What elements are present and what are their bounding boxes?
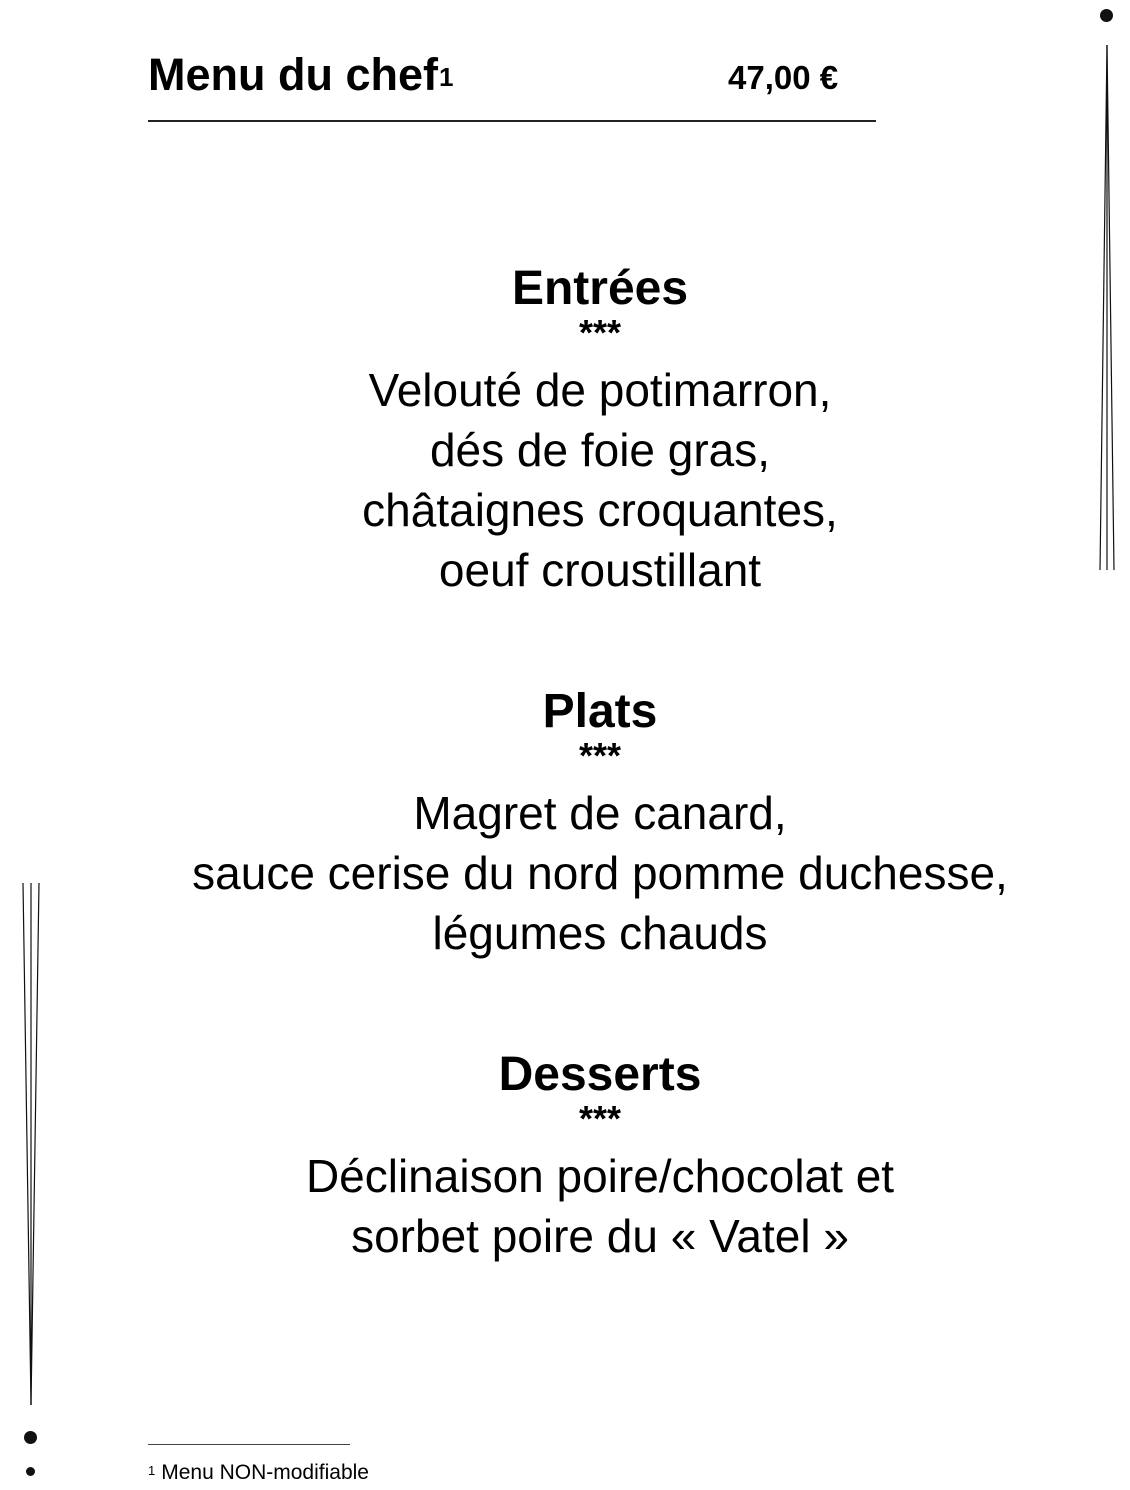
section-entrees xyxy=(0,260,1130,600)
decorative-lines-top-right xyxy=(1090,0,1120,580)
dish-line: Velouté de potimarron, xyxy=(368,364,832,416)
decorative-dot xyxy=(24,1431,37,1444)
dish-line: légumes chauds xyxy=(432,907,768,959)
section-separator: *** xyxy=(578,1098,622,1139)
dish-line: Déclinaison poire/chocolat et xyxy=(305,1150,895,1202)
dish-line: sauce cerise du nord pomme duchesse, xyxy=(192,847,1008,899)
section-plats xyxy=(0,683,1130,963)
section-heading: Entrées xyxy=(511,262,689,315)
section-separator: *** xyxy=(578,735,622,776)
decorative-lines-bottom-left xyxy=(15,875,45,1415)
decorative-dot xyxy=(1100,9,1113,22)
footnote-marker: 1 xyxy=(148,1463,156,1478)
menu-title xyxy=(148,46,453,104)
footnote xyxy=(148,1461,369,1485)
section-desserts xyxy=(0,1046,1130,1266)
section-heading: Plats xyxy=(542,685,658,738)
footnote-divider xyxy=(148,1444,350,1445)
menu-price: 47,00 € xyxy=(728,59,839,96)
footnote-text: Menu NON-modifiable xyxy=(161,1461,369,1484)
decorative-dot xyxy=(26,1467,35,1476)
dish-line: Magret de canard, xyxy=(413,787,787,839)
menu-header xyxy=(148,46,876,122)
footnote-marker: 1 xyxy=(439,62,454,92)
dish-line: châtaignes croquantes, xyxy=(362,484,838,536)
dish-line: sorbet poire du « Vatel » xyxy=(351,1210,849,1262)
dish-line: oeuf croustillant xyxy=(438,544,762,596)
dish-line: dés de foie gras, xyxy=(429,424,771,476)
menu-title-text: Menu du chef xyxy=(148,49,438,100)
section-separator: *** xyxy=(578,312,622,353)
section-heading: Desserts xyxy=(498,1048,702,1101)
